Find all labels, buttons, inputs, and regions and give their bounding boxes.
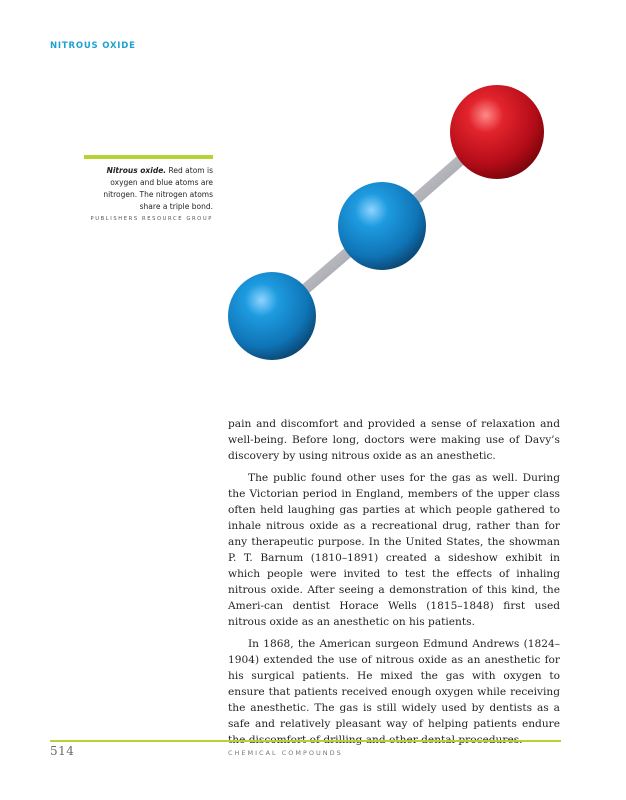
oxygen-atom [450, 85, 544, 179]
paragraph-1: pain and discomfort and provided a sense of relaxation and well-being. Before long, doctors were making use of Davy’s discovery by using nitrous oxide as an anesthetic. [228, 418, 560, 462]
footer-book-title: CHEMICAL COMPOUNDS [228, 749, 343, 757]
paragraph-3: In 1868, the American surgeon Edmund Andrews (1824–1904) extended the use of nitrous oxide as an anesthetic for his surgical patients. He mixed the gas with oxygen to ensure that patients received enough oxygen while receiving the anesthetic. The gas is still widely used by dentists as a safe and relatively pleasant way of helping patients endure [228, 638, 560, 730]
body-text [228, 416, 560, 754]
nitrogen-atom-middle [338, 182, 426, 270]
footer-rule [50, 740, 561, 742]
caption-lead: Nitrous oxide. [106, 166, 167, 175]
running-head: NITROUS OXIDE [50, 41, 136, 51]
page-number: 514 [50, 744, 75, 758]
caption-text [84, 165, 213, 213]
nitrous-oxide-molecule-illustration [200, 70, 590, 420]
photo-credit: PUBLISHERS RESOURCE GROUP [90, 216, 213, 222]
caption-body: Red atom is oxygen and blue atoms are nitrogen. The nitrogen atoms share a triple bond. [103, 166, 213, 211]
nitrogen-atom-end [228, 272, 316, 360]
paragraph-2: The public found other uses for the gas as well. During the Victorian period in England, members of the upper class often held laughing gas parties at which people gathered to inhale nitrous oxide as a recreational drug, rather than for any therapeutic purpose. In the United States, the showman P. T. Barnum (1810–1891) created a sideshow exhibit in which people were invited to test the effects of inhaling nitrous oxide. After seeing a demonstration of this kind, the Ameri-can dentist Horace Wells (1815–1848) first used nitrous oxide as an anesthetic on his patients. [228, 472, 560, 628]
figure-caption [84, 155, 213, 222]
